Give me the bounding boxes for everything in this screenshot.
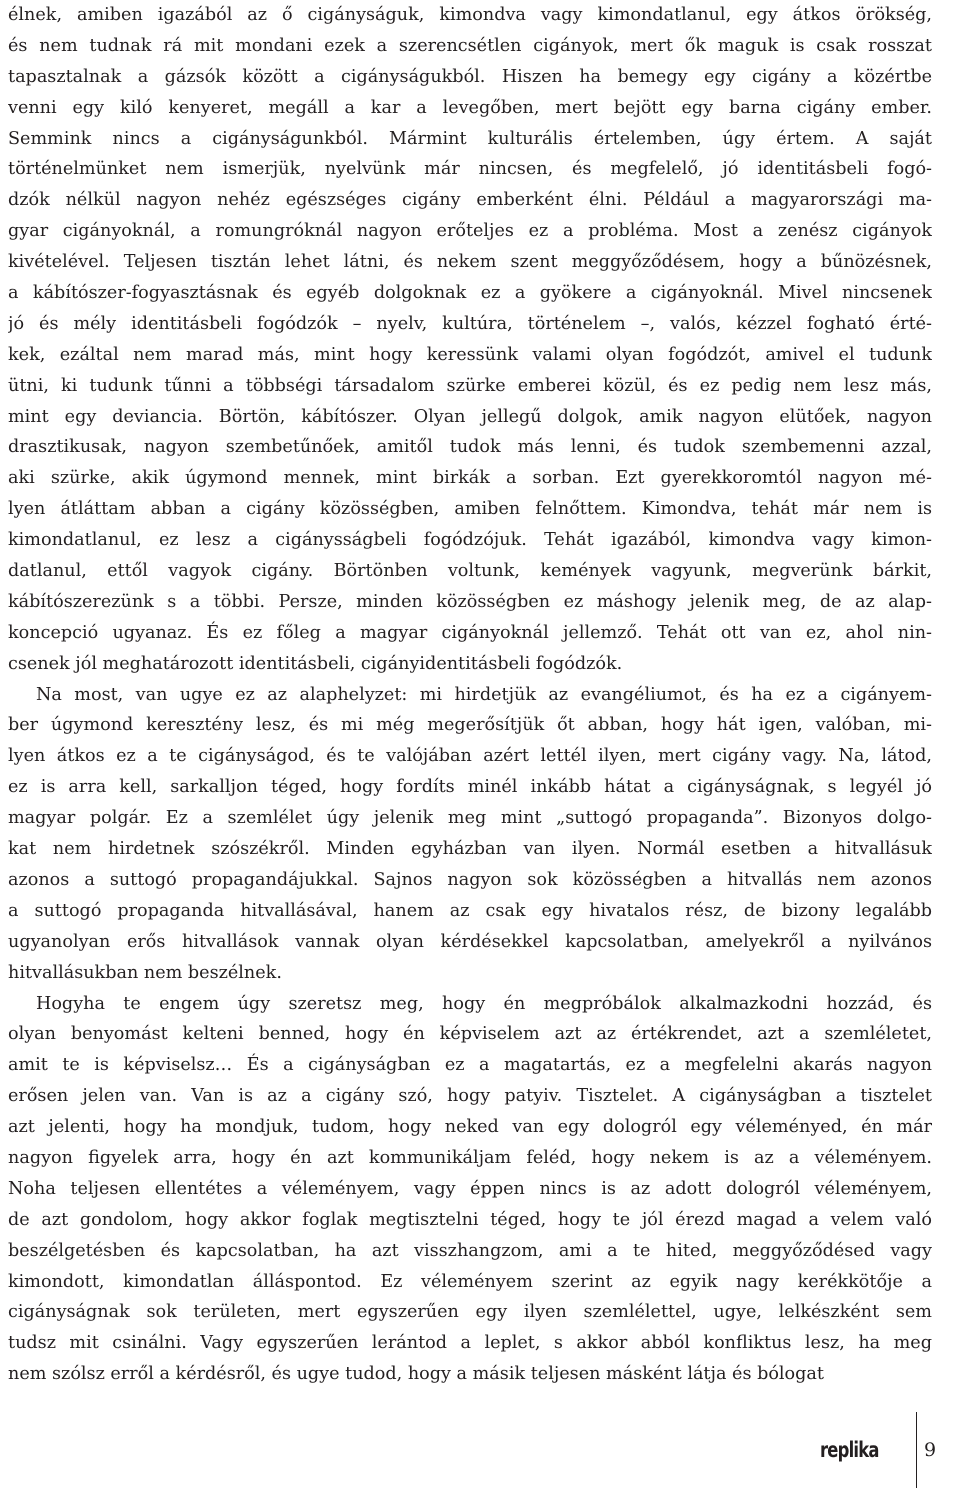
text-line: élnek, amiben igazából az ő cigányságuk, kimondva vagy kimondatlanul, egy átkos örökség, — [8, 5, 932, 25]
text-line: aki szürke, akik úgymond mennek, mint birkák a sorban. Ezt gyerekkoromtól nagyon mé- — [8, 468, 932, 489]
paragraph — [8, 989, 932, 1391]
text-line: datlanul, ettől vagyok cigány. Börtönben voltunk, kemények vagyunk, megverünk bárkit, — [8, 561, 932, 582]
text-line: mint egy deviancia. Börtön, kábítószer. Olyan jellegű dolgok, amik nagyon elütőek, nagyon — [8, 406, 932, 427]
text-line: és nem tudnak rá mit mondani ezek a szerencsétlen cigányok, mert ők maguk is csak rosszat — [8, 35, 932, 56]
text-line: a kábítószer-fogyasztásnak és egyéb dolgoknak ez a gyökere a cigányoknál. Mivel nincsenek — [8, 283, 932, 304]
text-line: jó és mély identitásbeli fogódzók – nyelv, kultúra, történelem –, valós, kézzel fogható érté- — [8, 313, 932, 334]
text-line: történelmünket nem ismerjük, nyelvünk már nincsen, és megfelelő, jó identitásbeli fogó- — [8, 159, 932, 180]
text-line: tudsz mit csinálni. Vagy egyszerűen lerántod a leplet, s akkor abból konfliktus lesz, ha meg — [8, 1333, 932, 1354]
paragraph — [8, 680, 932, 989]
paragraph — [8, 0, 932, 680]
text-line: koncepció ugyanaz. És ez főleg a magyar cigányoknál jellemző. Tehát ott van ez, ahol nin- — [8, 622, 932, 643]
text-line: kábítószerezünk s a többi. Persze, minden közösségben ez máshogy jelenik meg, de az alap- — [8, 591, 932, 612]
text-line: olyan benyomást kelteni benned, hogy én képviselem azt az értékrendet, azt a szemléletet, — [8, 1024, 932, 1045]
text-line: ütni, ki tudunk tűnni a többségi társadalom szürke emberei közül, és ez pedig nem lesz más, — [8, 375, 932, 396]
text-line: kek, ezáltal nem marad más, mint hogy keressünk valami olyan fogódzót, amivel el tudunk — [8, 344, 932, 365]
text-line: beszélgetésben és kapcsolatban, ha azt visszhangzom, ami a te hited, meggyőződésed vagy — [8, 1240, 932, 1261]
text-line: magyar polgár. Ez a szemlélet úgy jelenik meg mint „suttogó propaganda”. Bizonyos dolgo- — [8, 808, 932, 829]
text-line: azonos a suttogó propagandájukkal. Sajnos nagyon sok közösségben a hitvallás nem azonos — [8, 869, 932, 890]
text-line: Na most, van ugye ez az alaphelyzet: mi hirdetjük az evangéliumot, és ha ez a cigányem- — [36, 684, 932, 705]
text-line: dzók nélkül nagyon nehéz egészséges cigány emberként élni. Például a magyarországi ma- — [8, 190, 932, 211]
text-line: lyen átláttam abban a cigány közösségben, amiben felnőttem. Kimondva, tehát már nem is — [8, 499, 932, 520]
footer-divider — [916, 1412, 917, 1488]
text-line: Noha teljesen ellentétes a véleményem, vagy éppen nincs is az adott dologról véleményem, — [8, 1178, 932, 1199]
text-line: amit te is képviselsz… És a cigányságban ez a magatartás, ez a megfelelni akarás nagyon — [8, 1055, 932, 1076]
text-line: tapasztalnak a gázsók között a cigányságukból. Hiszen ha bemegy egy cigány a közértbe — [8, 66, 932, 87]
text-line: nagyon figyelek arra, hogy én azt kommunikáljam feléd, hogy nekem is az a véleményem. — [8, 1147, 932, 1168]
text-line: csenek jól meghatározott identitásbeli, cigányidentitásbeli fogódzók. — [8, 653, 623, 674]
text-line: hitvallásukban nem beszélnek. — [8, 962, 282, 983]
text-line: nem szólsz erről a kérdésről, és ugye tudod, hogy a másik teljesen másként látja és bólogat — [8, 1364, 824, 1385]
text-line: kimondatlanul, ez lesz a cigánysságbeli fogódzójuk. Tehát igazából, kimondva vagy kimon- — [8, 530, 932, 551]
journal-logo: replika — [820, 1438, 879, 1462]
text-line: ber úgymond keresztény lesz, és mi még megerősítjük őt abban, hogy hát igen, valóban, mi- — [8, 715, 932, 736]
text-line: Hogyha te engem úgy szeretsz meg, hogy én megpróbálok alkalmazkodni hozzád, és — [36, 993, 932, 1014]
text-line: ugyanolyan erős hitvallások vannak olyan kérdésekkel kapcsolatban, amelyekről a nyilvános — [8, 931, 932, 952]
text-line: de azt gondolom, hogy akkor foglak megtisztelni téged, hogy te jól érezd magad a velem való — [8, 1209, 932, 1230]
article-body — [8, 0, 932, 1390]
text-line: drasztikusak, nagyon szembetűnőek, amitől tudok más lenni, és tudok szembemenni azzal, — [8, 437, 932, 458]
text-line: gyar cigányoknál, a romungróknál nagyon erőteljes ez a probléma. Most a zenész cigányok — [8, 221, 932, 242]
text-line: kat nem hirdetnek szószékről. Minden egyházban van ilyen. Normál esetben a hitvallásuk — [8, 839, 932, 860]
text-line: kivételével. Teljesen tisztán lehet látni, és nekem szent meggyőződésem, hogy a bűnözésnek, — [8, 252, 932, 273]
page-number: 9 — [924, 1439, 937, 1461]
text-line: venni egy kiló kenyeret, megáll a kar a levegőben, mert bejött egy barna cigány ember. — [8, 97, 932, 118]
text-line: a suttogó propaganda hitvallásával, hanem az csak egy hivatalos rész, de bizony legalább — [8, 900, 932, 921]
text-line: kimondott, kimondatlan álláspontod. Ez véleményem szerint az egyik nagy kerékkötője a — [8, 1271, 932, 1292]
text-line: azt jelenti, hogy ha mondjuk, tudom, hogy neked van egy dologról egy véleményed, én már — [8, 1117, 932, 1138]
text-line: Semmink nincs a cigányságunkból. Mármint kulturális értelemben, úgy értem. A saját — [8, 128, 932, 149]
page-footer — [820, 1412, 960, 1488]
text-line: lyen átkos ez a te cigányságod, és te valójában azért lettél ilyen, mert cigány vagy. Na, látod, — [8, 746, 932, 767]
text-line: cigányságnak sok területen, mert egyszerűen egy ilyen szemlélettel, ugye, lelkészként sem — [8, 1302, 932, 1323]
text-line: erősen jelen van. Van is az a cigány szó, hogy patyiv. Tisztelet. A cigányságban a tisztelet — [8, 1086, 932, 1107]
text-line: ez is arra kell, sarkalljon téged, hogy fordíts minél inkább hátat a cigányságnak, s legyél jó — [8, 777, 932, 798]
